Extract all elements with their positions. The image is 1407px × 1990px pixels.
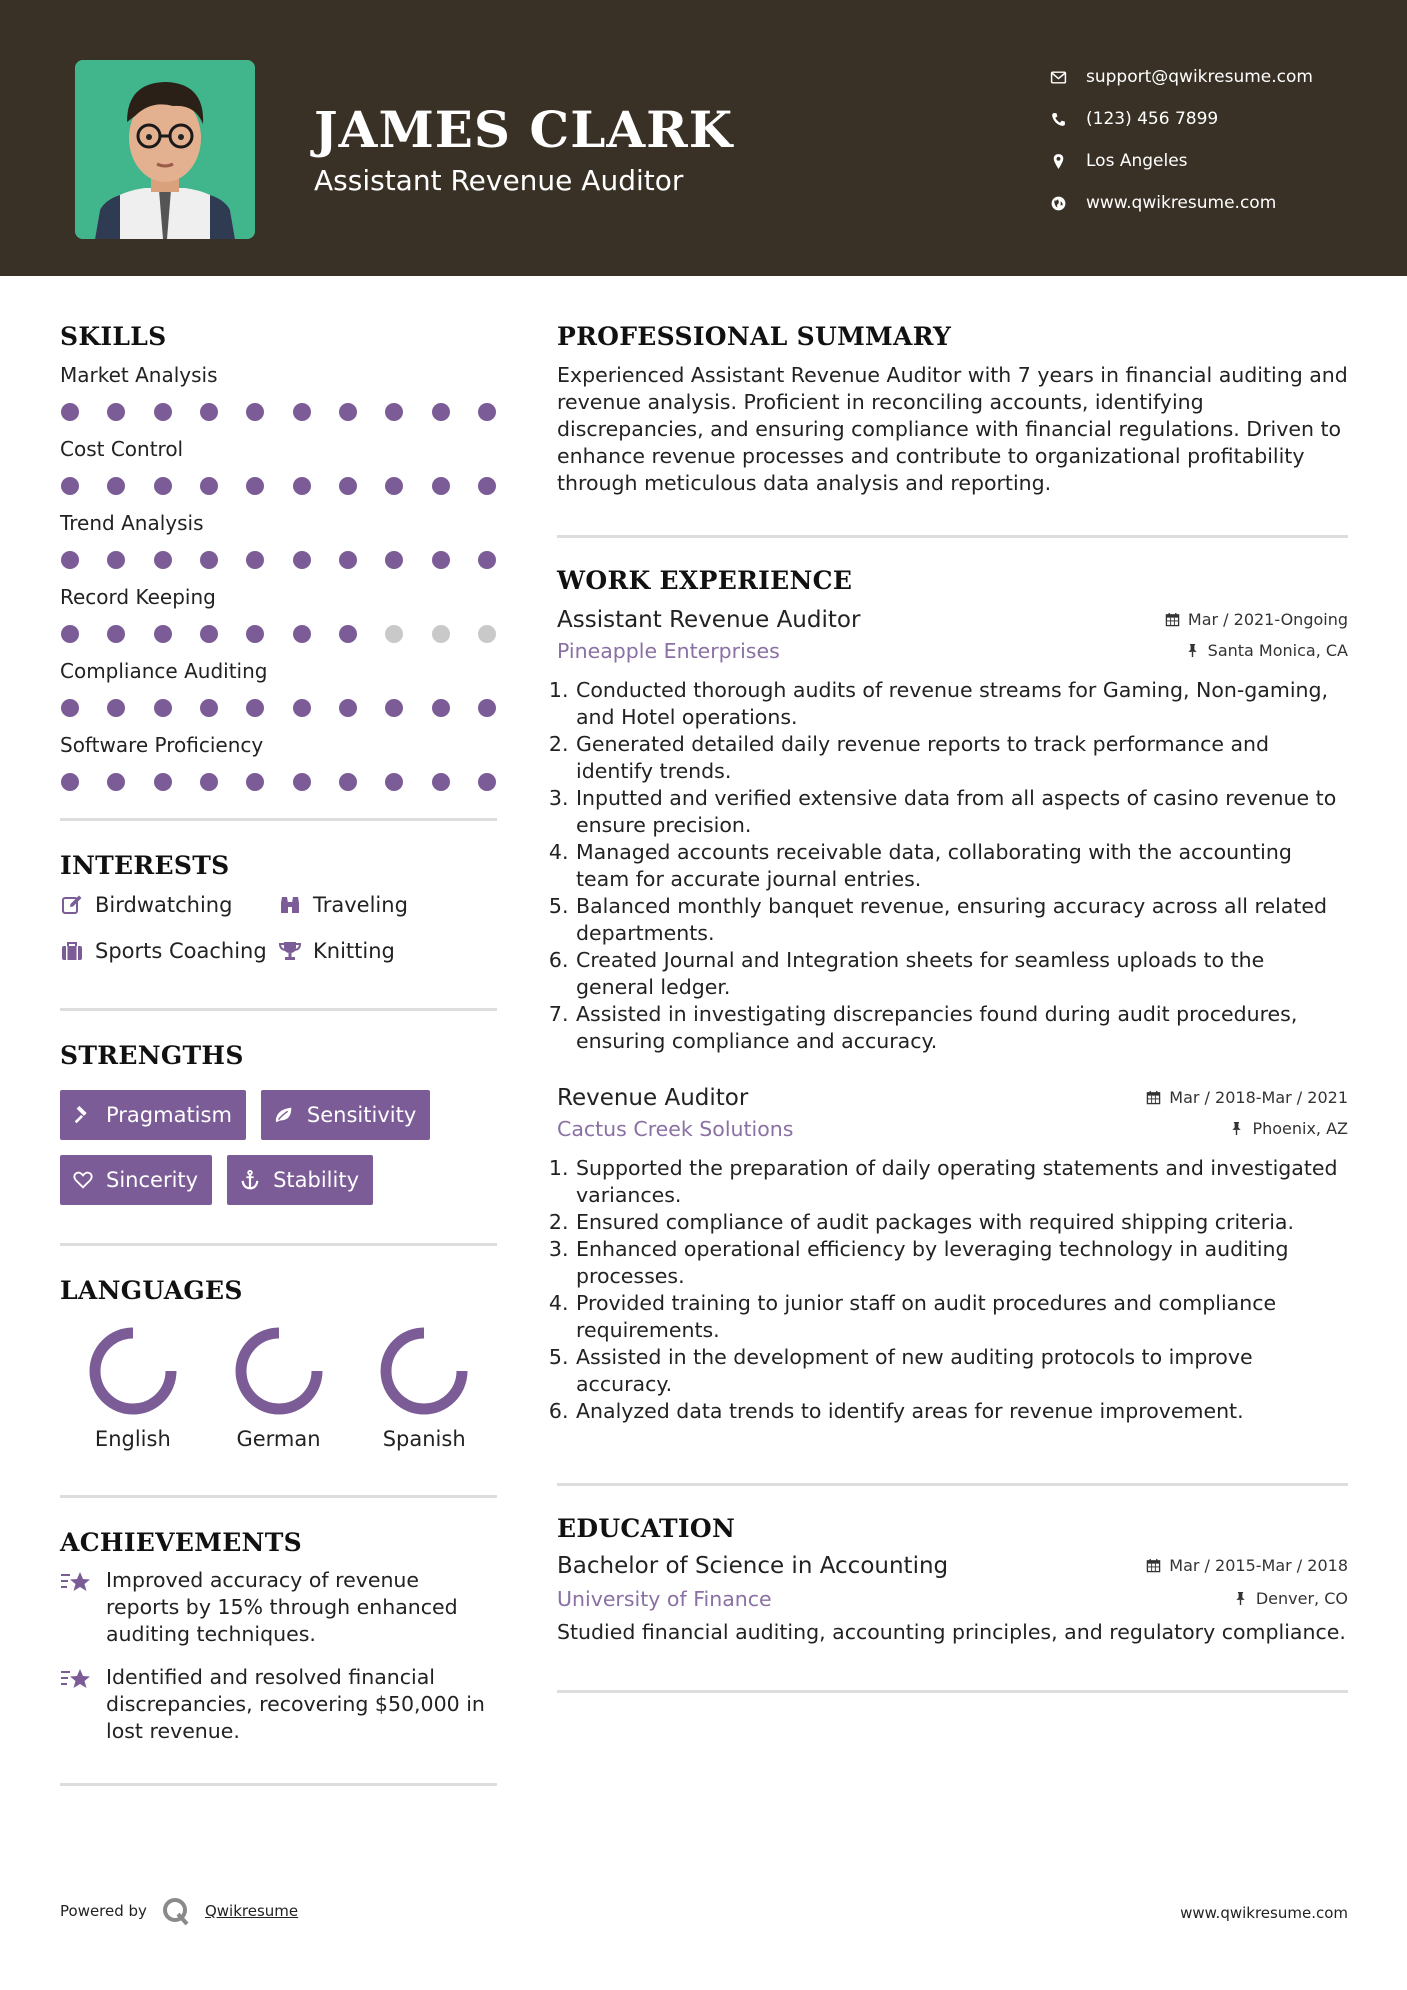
rating-dot-filled [107, 403, 125, 421]
interest-label: Birdwatching [95, 893, 233, 917]
rating-dot-filled [61, 403, 79, 421]
rating-dot-filled [339, 773, 357, 791]
job-bullets [557, 677, 1348, 1055]
language-item [351, 1323, 497, 1451]
rating-dot-filled [107, 477, 125, 495]
strength-label: Sensitivity [306, 1103, 417, 1127]
section-divider [60, 1783, 497, 1786]
footer-website[interactable]: www.qwikresume.com [1180, 1904, 1348, 1922]
profile-photo [75, 60, 255, 239]
resume-header [0, 0, 1407, 276]
rating-dot-filled [293, 625, 311, 643]
education-heading: EDUCATION [557, 1514, 736, 1543]
language-name: Spanish [382, 1427, 466, 1451]
rating-dot-filled [385, 773, 403, 791]
language-level-ring [231, 1323, 327, 1419]
interest-label: Traveling [313, 893, 408, 917]
job-bullet: 3. Enhanced operational efficiency by leveraging technology in auditing processes. [575, 1236, 1348, 1290]
pencil-square-icon [60, 893, 84, 917]
skills-list [60, 360, 497, 804]
achievement-text: Identified and resolved financial discrepancies, recovering $50,000 in lost revenue. [106, 1665, 485, 1743]
rating-dot-filled [293, 551, 311, 569]
language-level-arc [95, 1333, 171, 1409]
contact-phone-text: (123) 456 7899 [1086, 109, 1219, 129]
rating-dot-filled [200, 551, 218, 569]
language-level-ring [85, 1323, 181, 1419]
job-company: Cactus Creek Solutions [557, 1117, 794, 1141]
qwikresume-logo-icon [161, 1896, 191, 1926]
skill-name: Compliance Auditing [60, 659, 268, 683]
summary-text: Experienced Assistant Revenue Auditor with 7 years in financial auditing and revenue analysis. Proficient in reconciling accounts, identifying discrepancies, and ensuring compliance with financial regulations. Driven to enhance revenue processes and contribute to organizational profitability through meticulous data analysis and reporting. [557, 363, 1348, 495]
anchor-icon [239, 1169, 261, 1191]
skill-name: Trend Analysis [60, 511, 204, 535]
skill-rating [60, 686, 497, 730]
language-name: German [236, 1427, 321, 1451]
rating-dot-filled [432, 551, 450, 569]
strength-chip [227, 1155, 373, 1205]
skill-name: Software Proficiency [60, 733, 264, 757]
job-bullet: 5. Balanced monthly banquet revenue, ensuring accuracy across all related departments. [575, 893, 1348, 947]
job-bullet: 2. Generated detailed daily revenue reports to track performance and identify trends. [575, 731, 1348, 785]
rating-dot-filled [61, 625, 79, 643]
rating-dot-filled [200, 699, 218, 717]
achievement-item [60, 1664, 497, 1745]
rating-dot-filled [339, 403, 357, 421]
job-dates [1165, 610, 1348, 629]
rating-dot-filled [246, 477, 264, 495]
skill-name: Record Keeping [60, 585, 216, 609]
contact-website[interactable] [1050, 182, 1390, 224]
summary-heading: PROFESSIONAL SUMMARY [557, 322, 952, 351]
achievements-heading: ACHIEVEMENTS [60, 1528, 302, 1557]
rating-dot-filled [200, 773, 218, 791]
calendar-icon [1146, 1090, 1161, 1105]
strength-label: Stability [273, 1168, 360, 1192]
languages-list [60, 1323, 497, 1451]
job-bullet: 5. Assisted in the development of new auditing protocols to improve accuracy. [575, 1344, 1348, 1398]
job-entry [557, 607, 1348, 1055]
heart-icon [72, 1169, 94, 1191]
rating-dot-empty [385, 625, 403, 643]
rating-dot-filled [200, 625, 218, 643]
pushpin-icon [1185, 643, 1200, 658]
pushpin-icon [1233, 1591, 1248, 1606]
education-description: Studied financial auditing, accounting principles, and regulatory compliance. [557, 1620, 1346, 1644]
skill-name: Market Analysis [60, 363, 218, 387]
interest-item [278, 938, 497, 964]
strength-chip [60, 1090, 246, 1140]
education-dates-text: Mar / 2015-Mar / 2018 [1169, 1556, 1348, 1575]
job-role: Assistant Revenue Auditor [557, 607, 861, 633]
right-column [557, 322, 1348, 1693]
rating-dot-filled [107, 773, 125, 791]
achievement-item [60, 1567, 497, 1648]
rating-dot-filled [246, 773, 264, 791]
contact-email[interactable] [1050, 56, 1390, 98]
skill-rating [60, 760, 497, 804]
interest-label: Sports Coaching [95, 939, 267, 963]
rating-dot-filled [107, 699, 125, 717]
rating-dot-filled [432, 403, 450, 421]
leaf-icon [273, 1104, 295, 1126]
rating-dot-filled [154, 773, 172, 791]
job-bullet: 4. Managed accounts receivable data, collaborating with the accounting team for accurate journal entries. [575, 839, 1348, 893]
contact-location-text: Los Angeles [1086, 151, 1188, 171]
rating-dot-filled [246, 551, 264, 569]
section-divider [60, 1008, 497, 1011]
job-bullet: 1. Conducted thorough audits of revenue streams for Gaming, Non-gaming, and Hotel operations. [575, 677, 1348, 731]
star-list-icon [60, 1666, 92, 1694]
rating-dot-filled [246, 625, 264, 643]
language-item [206, 1323, 352, 1451]
education-location-text: Denver, CO [1255, 1589, 1348, 1608]
job-dates [1146, 1088, 1348, 1107]
rating-dot-filled [200, 477, 218, 495]
job-location [1229, 1119, 1348, 1138]
rating-dot-filled [432, 773, 450, 791]
rating-dot-filled [107, 625, 125, 643]
rating-dot-filled [293, 477, 311, 495]
job-dates-text: Mar / 2018-Mar / 2021 [1169, 1088, 1348, 1107]
job-bullet: 3. Inputted and verified extensive data from all aspects of casino revenue to ensure precision. [575, 785, 1348, 839]
job-location-text: Phoenix, AZ [1252, 1119, 1348, 1138]
contact-email-text: support@qwikresume.com [1086, 67, 1313, 87]
rating-dot-filled [246, 403, 264, 421]
interest-item [278, 892, 497, 918]
achievement-text: Improved accuracy of revenue reports by 15% through enhanced auditing techniques. [106, 1568, 458, 1646]
rating-dot-filled [293, 773, 311, 791]
strength-chip [261, 1090, 430, 1140]
interest-item [60, 938, 278, 964]
rating-dot-filled [61, 551, 79, 569]
rating-dot-filled [154, 625, 172, 643]
rating-dot-empty [432, 625, 450, 643]
job-location-text: Santa Monica, CA [1207, 641, 1348, 660]
rating-dot-filled [339, 699, 357, 717]
gavel-icon [72, 1104, 94, 1126]
contact-phone[interactable] [1050, 98, 1390, 140]
qwikresume-link[interactable]: Qwikresume [204, 1902, 299, 1920]
footer-powered-by [60, 1896, 298, 1926]
rating-dot-filled [107, 551, 125, 569]
trophy-icon [278, 939, 302, 963]
rating-dot-filled [61, 773, 79, 791]
rating-dot-filled [478, 773, 496, 791]
language-name: English [94, 1427, 171, 1451]
interests-heading: INTERESTS [60, 851, 230, 880]
pushpin-icon [1229, 1121, 1244, 1136]
rating-dot-filled [432, 699, 450, 717]
job-bullet: 4. Provided training to junior staff on audit procedures and compliance requirements. [575, 1290, 1348, 1344]
skill-rating [60, 612, 497, 656]
language-level-ring [376, 1323, 472, 1419]
languages-heading: LANGUAGES [60, 1276, 243, 1305]
rating-dot-filled [293, 699, 311, 717]
rating-dot-filled [478, 551, 496, 569]
job-bullets [557, 1155, 1348, 1425]
rating-dot-filled [154, 477, 172, 495]
contact-website-text: www.qwikresume.com [1086, 193, 1277, 213]
job-company: Pineapple Enterprises [557, 639, 780, 663]
language-level-arc [386, 1333, 462, 1409]
map-pin-icon [1050, 153, 1086, 170]
job-dates-text: Mar / 2021-Ongoing [1187, 610, 1348, 629]
rating-dot-empty [478, 625, 496, 643]
job-location [1185, 641, 1348, 660]
rating-dot-filled [478, 699, 496, 717]
contact-list [1050, 56, 1390, 224]
rating-dot-filled [478, 477, 496, 495]
avatar-illustration [75, 60, 255, 239]
job-bullet: 7. Assisted in investigating discrepancies found during audit procedures, ensuring compliance and accuracy. [575, 1001, 1348, 1055]
strength-chip [60, 1155, 212, 1205]
skill-rating [60, 538, 497, 582]
experience-heading: WORK EXPERIENCE [557, 566, 853, 595]
rating-dot-filled [385, 699, 403, 717]
strengths-list [60, 1090, 480, 1205]
envelope-icon [1050, 69, 1086, 86]
job-bullet: 6. Analyzed data trends to identify areas for revenue improvement. [575, 1398, 1348, 1425]
globe-icon [1050, 195, 1086, 212]
candidate-title: Assistant Revenue Auditor [314, 164, 684, 197]
language-item [60, 1323, 206, 1451]
calendar-icon [1146, 1558, 1161, 1573]
degree: Bachelor of Science in Accounting [557, 1553, 949, 1579]
calendar-icon [1165, 612, 1180, 627]
rating-dot-filled [478, 403, 496, 421]
school: University of Finance [557, 1587, 772, 1611]
interest-item [60, 892, 278, 918]
briefcase-icon [60, 939, 84, 963]
interest-label: Knitting [313, 939, 395, 963]
interests-list [60, 892, 497, 964]
star-list-icon [60, 1569, 92, 1597]
language-level-arc [241, 1333, 317, 1409]
rating-dot-filled [61, 699, 79, 717]
left-column [60, 322, 497, 1786]
job-bullet: 6. Created Journal and Integration sheets for seamless uploads to the general ledger. [575, 947, 1348, 1001]
section-divider [557, 1690, 1348, 1693]
rating-dot-filled [339, 477, 357, 495]
rating-dot-filled [385, 403, 403, 421]
phone-icon [1050, 111, 1086, 128]
rating-dot-filled [154, 699, 172, 717]
rating-dot-filled [385, 551, 403, 569]
job-bullet: 1. Supported the preparation of daily operating statements and investigated variances. [575, 1155, 1348, 1209]
rating-dot-filled [61, 477, 79, 495]
section-divider [557, 1483, 1348, 1486]
powered-by-text: Powered by [60, 1902, 147, 1920]
skills-heading: SKILLS [60, 322, 167, 351]
rating-dot-filled [246, 699, 264, 717]
section-divider [60, 1243, 497, 1246]
binoculars-icon [278, 893, 302, 917]
rating-dot-filled [200, 403, 218, 421]
strength-label: Sincerity [106, 1168, 199, 1192]
strength-label: Pragmatism [106, 1103, 232, 1127]
education-dates [1146, 1556, 1348, 1575]
job-entry [557, 1085, 1348, 1425]
education-location [1233, 1589, 1348, 1608]
job-role: Revenue Auditor [557, 1085, 749, 1111]
section-divider [60, 818, 497, 821]
rating-dot-filled [154, 403, 172, 421]
skill-name: Cost Control [60, 437, 184, 461]
skill-rating [60, 464, 497, 508]
section-divider [557, 535, 1348, 538]
skill-rating [60, 390, 497, 434]
rating-dot-filled [385, 477, 403, 495]
contact-location [1050, 140, 1390, 182]
rating-dot-filled [339, 625, 357, 643]
strengths-heading: STRENGTHS [60, 1041, 244, 1070]
rating-dot-filled [154, 551, 172, 569]
education-entry [557, 1553, 1348, 1646]
rating-dot-filled [432, 477, 450, 495]
section-divider [60, 1495, 497, 1498]
rating-dot-filled [339, 551, 357, 569]
candidate-name: JAMES CLARK [314, 100, 734, 159]
job-bullet: 2. Ensured compliance of audit packages with required shipping criteria. [575, 1209, 1348, 1236]
rating-dot-filled [293, 403, 311, 421]
